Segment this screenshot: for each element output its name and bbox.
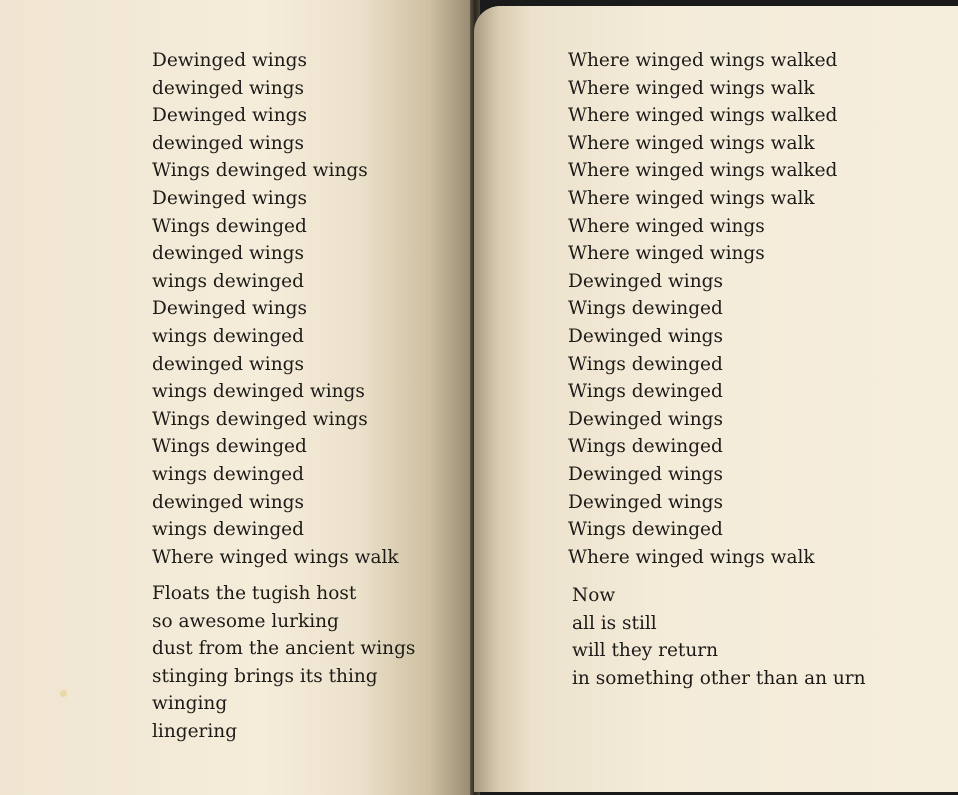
poem-line: so awesome lurking (152, 610, 339, 632)
poem-line: Wings dewinged (568, 381, 723, 403)
poem-line: Wings dewinged (568, 436, 723, 458)
poem-line: dewinged wings (152, 353, 304, 375)
poem-line: Where winged wings walked (568, 50, 838, 71)
left-page (0, 0, 478, 795)
poem-line: Where winged wings walked (568, 105, 838, 127)
poem-line: wings dewinged (152, 325, 304, 347)
poem-line: lingering (152, 720, 238, 742)
poem-line: dust from the ancient wings (152, 638, 416, 660)
poem-line: Dewinged wings (152, 105, 307, 127)
poem-line: Dewinged wings (568, 270, 723, 292)
poem-line: Now (572, 585, 616, 606)
poem-line: in something other than an urn (572, 667, 866, 689)
poem-line: Where winged wings walk (568, 132, 815, 154)
poem-line: stinging brings its thing (152, 665, 378, 687)
poem-line: Wings dewinged (568, 519, 723, 541)
poem-line: all is still (572, 612, 657, 634)
left-stanza-2 (152, 580, 415, 746)
poem-line: wings dewinged (152, 270, 304, 292)
poem-line: wings dewinged (152, 463, 304, 485)
poem-line: dewinged wings (152, 243, 304, 265)
left-stanza-1 (152, 47, 399, 571)
paper-speck (60, 690, 67, 697)
poem-line: Dewinged wings (152, 50, 307, 71)
poem-line: Dewinged wings (152, 187, 307, 209)
poem-line: Dewinged wings (568, 325, 723, 347)
poem-line: wings dewinged wings (152, 381, 365, 403)
right-stanza-2 (572, 582, 866, 692)
poem-line: Dewinged wings (152, 298, 307, 320)
poem-line: dewinged wings (152, 132, 304, 154)
poem-line: Dewinged wings (568, 491, 723, 513)
poem-line: Where winged wings walk (568, 546, 815, 568)
poem-line: dewinged wings (152, 77, 304, 99)
poem-line: Wings dewinged (152, 436, 307, 458)
poem-line: Wings dewinged (568, 353, 723, 375)
poem-line: Wings dewinged wings (152, 160, 368, 182)
poem-line: winging (152, 693, 228, 715)
poem-line: Floats the tugish host (152, 583, 357, 604)
poem-line: Wings dewinged (568, 298, 723, 320)
poem-line: dewinged wings (152, 491, 304, 513)
poem-line: Where winged wings walk (152, 546, 399, 568)
poem-line: Dewinged wings (568, 408, 723, 430)
poem-line: will they return (572, 640, 718, 662)
poem-line: wings dewinged (152, 519, 304, 541)
poem-line: Where winged wings walk (568, 187, 815, 209)
poem-line: Where winged wings walked (568, 160, 838, 182)
poem-line: Dewinged wings (568, 463, 723, 485)
poem-line: Wings dewinged (152, 215, 307, 237)
right-stanza-1 (568, 47, 837, 571)
poem-line: Where winged wings (568, 243, 765, 265)
poem-line: Wings dewinged wings (152, 408, 368, 430)
poem-line: Where winged wings walk (568, 77, 815, 99)
poem-line: Where winged wings (568, 215, 765, 237)
